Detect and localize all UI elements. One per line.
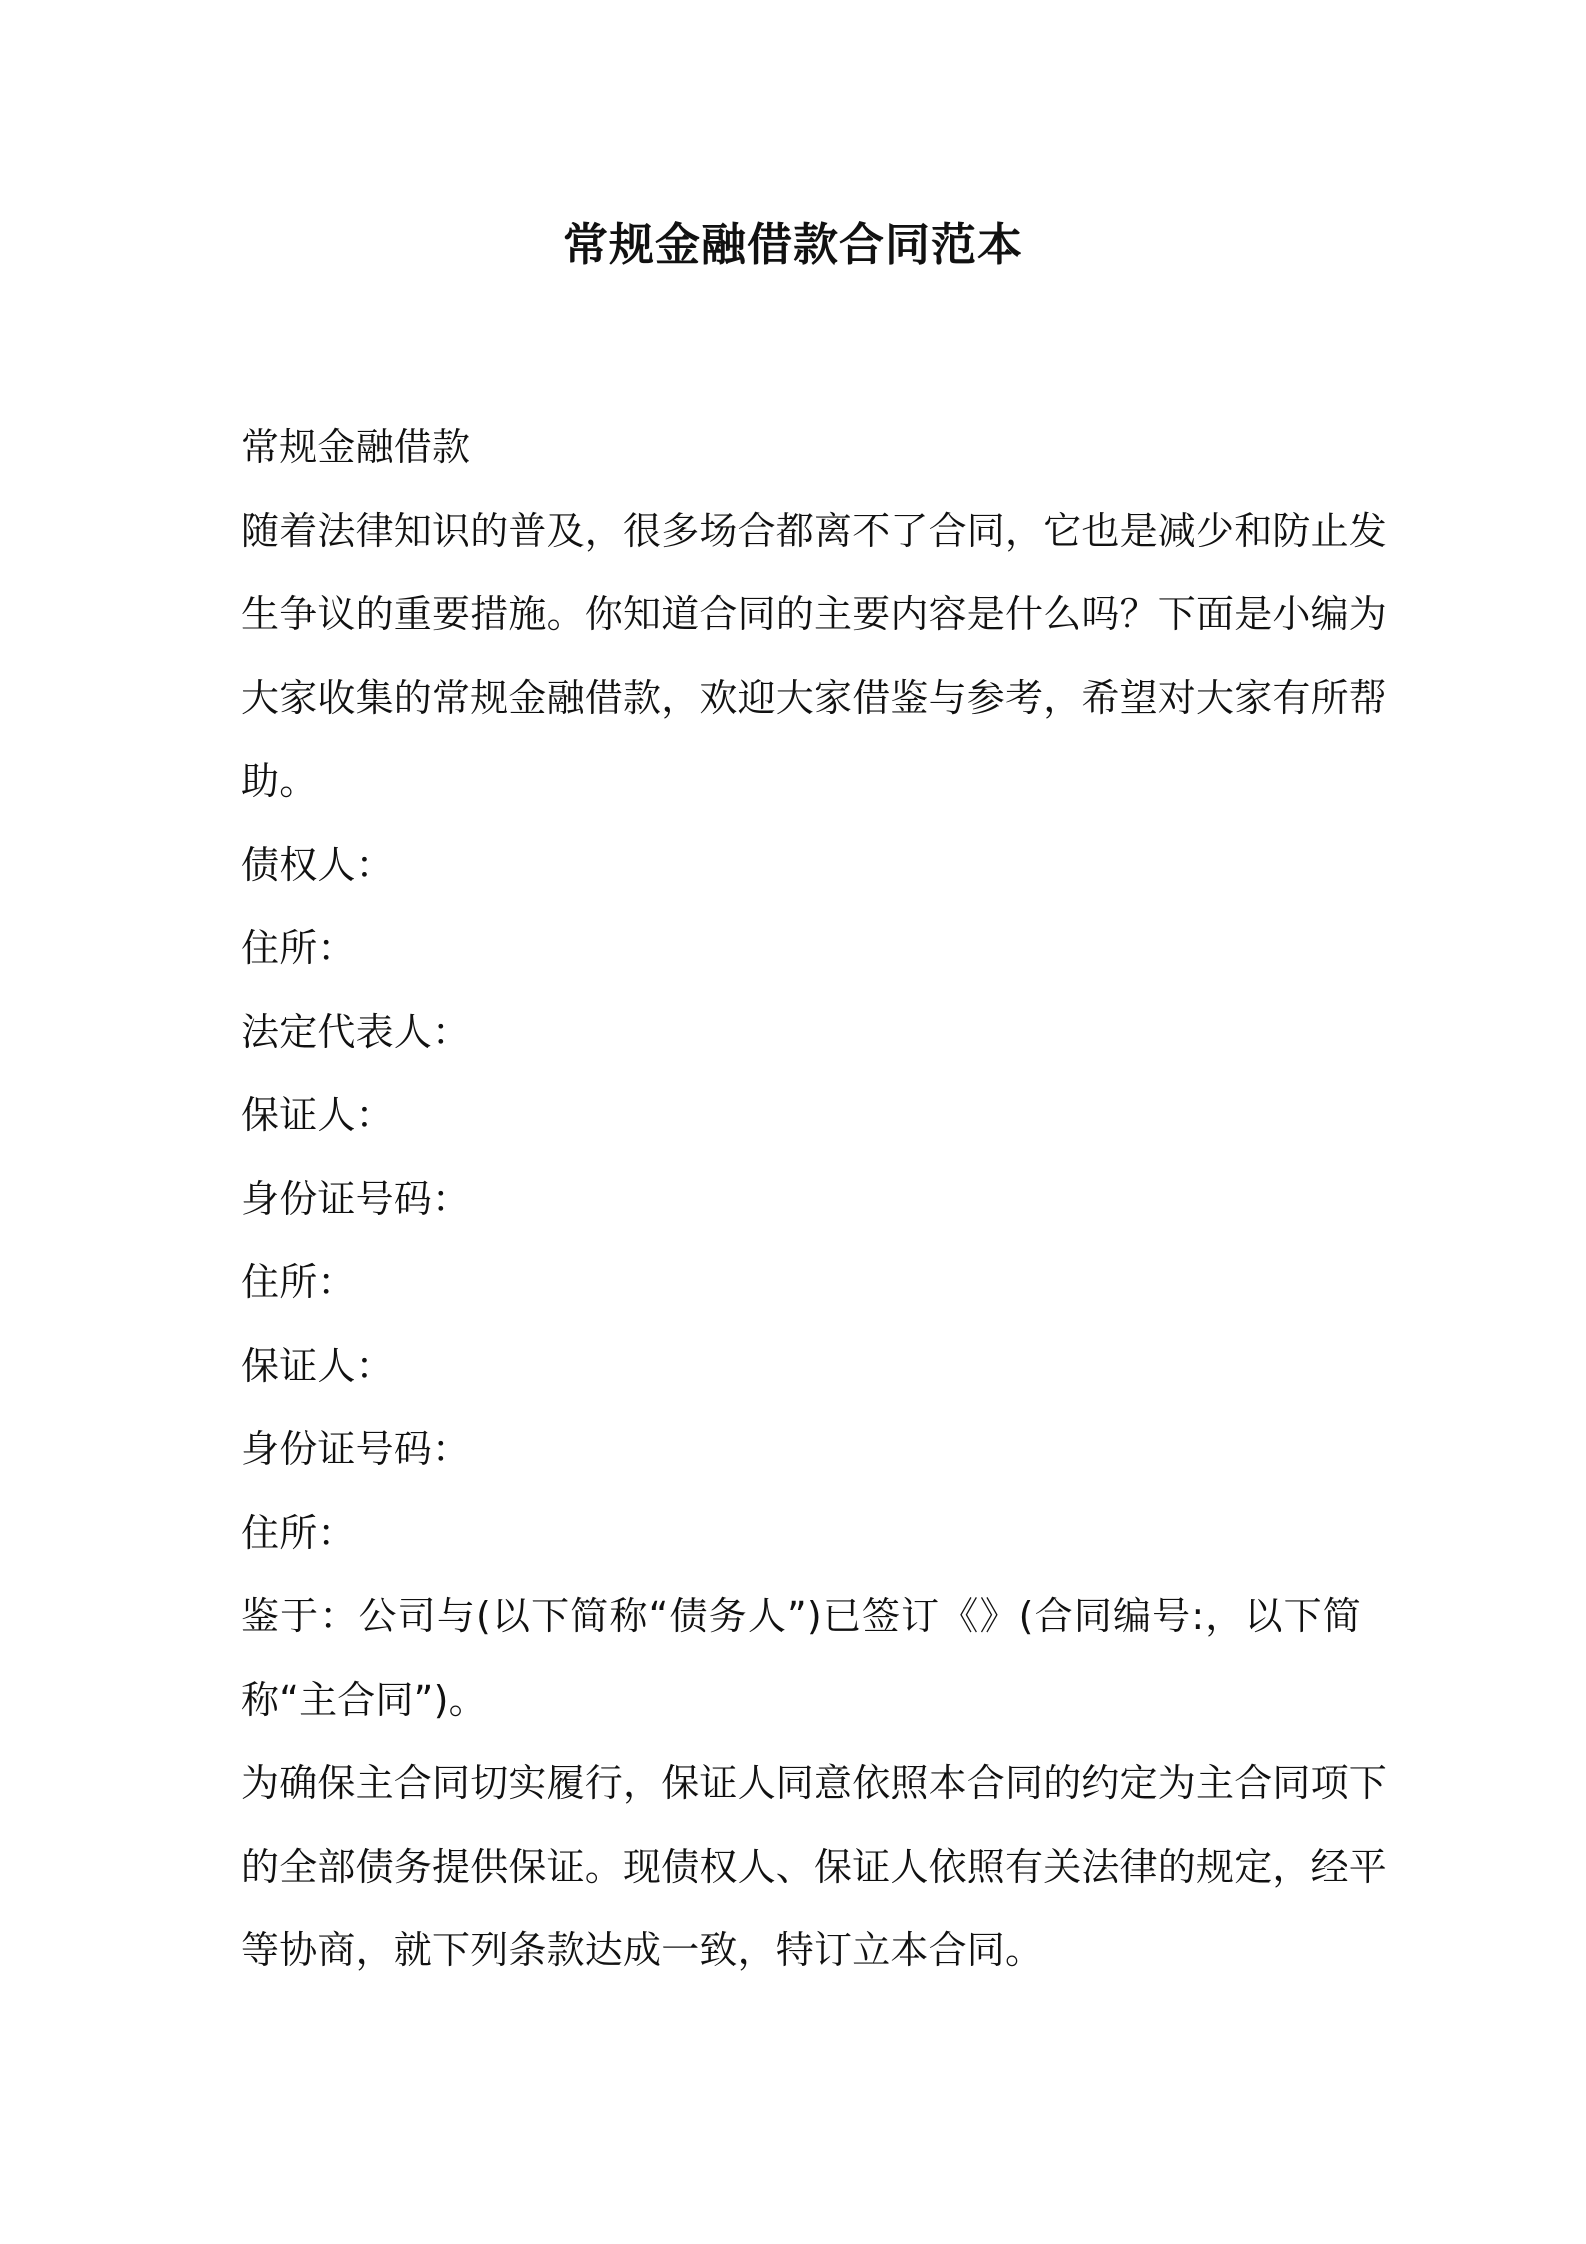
intro-line: 助。 [241, 759, 318, 803]
closing-line: 等协商，就下列条款达成一致，特订立本合同。 [241, 1928, 1044, 1972]
whereas-line: 称“主合同”)。 [241, 1677, 487, 1722]
closing-line: 为确保主合同切实履行，保证人同意依照本合同的约定为主合同项下 [241, 1761, 1388, 1805]
whereas-line: 鉴于：公司与(以下简称“债务人”)已签订《》(合同编号:，以下简 [241, 1594, 1361, 1638]
field-legal-representative: 法定代表人： [241, 1009, 471, 1054]
field-guarantor-address: 住所： [241, 1510, 356, 1555]
document-title: 常规金融借款合同范本 [562, 218, 1023, 271]
section-heading: 常规金融借款 [241, 425, 471, 469]
intro-line: 大家收集的常规金融借款，欢迎大家借鉴与参考，希望对大家有所帮 [241, 675, 1388, 720]
field-guarantor-address: 住所： [241, 1260, 356, 1304]
intro-line: 生争议的重要措施。你知道合同的主要内容是什么吗？下面是小编为 [241, 592, 1388, 636]
field-guarantor: 保证人： [241, 1343, 394, 1388]
field-guarantor-id: 身份证号码： [241, 1176, 471, 1221]
intro-line: 随着法律知识的普及，很多场合都离不了合同，它也是减少和防止发 [241, 508, 1388, 553]
field-creditor: 债权人： [241, 842, 394, 887]
field-guarantor: 保证人： [241, 1093, 394, 1137]
field-guarantor-id: 身份证号码： [241, 1427, 471, 1471]
closing-line: 的全部债务提供保证。现债权人、保证人依照有关法律的规定，经平 [241, 1844, 1388, 1889]
field-creditor-address: 住所： [241, 926, 356, 970]
document-body [241, 406, 1388, 1993]
